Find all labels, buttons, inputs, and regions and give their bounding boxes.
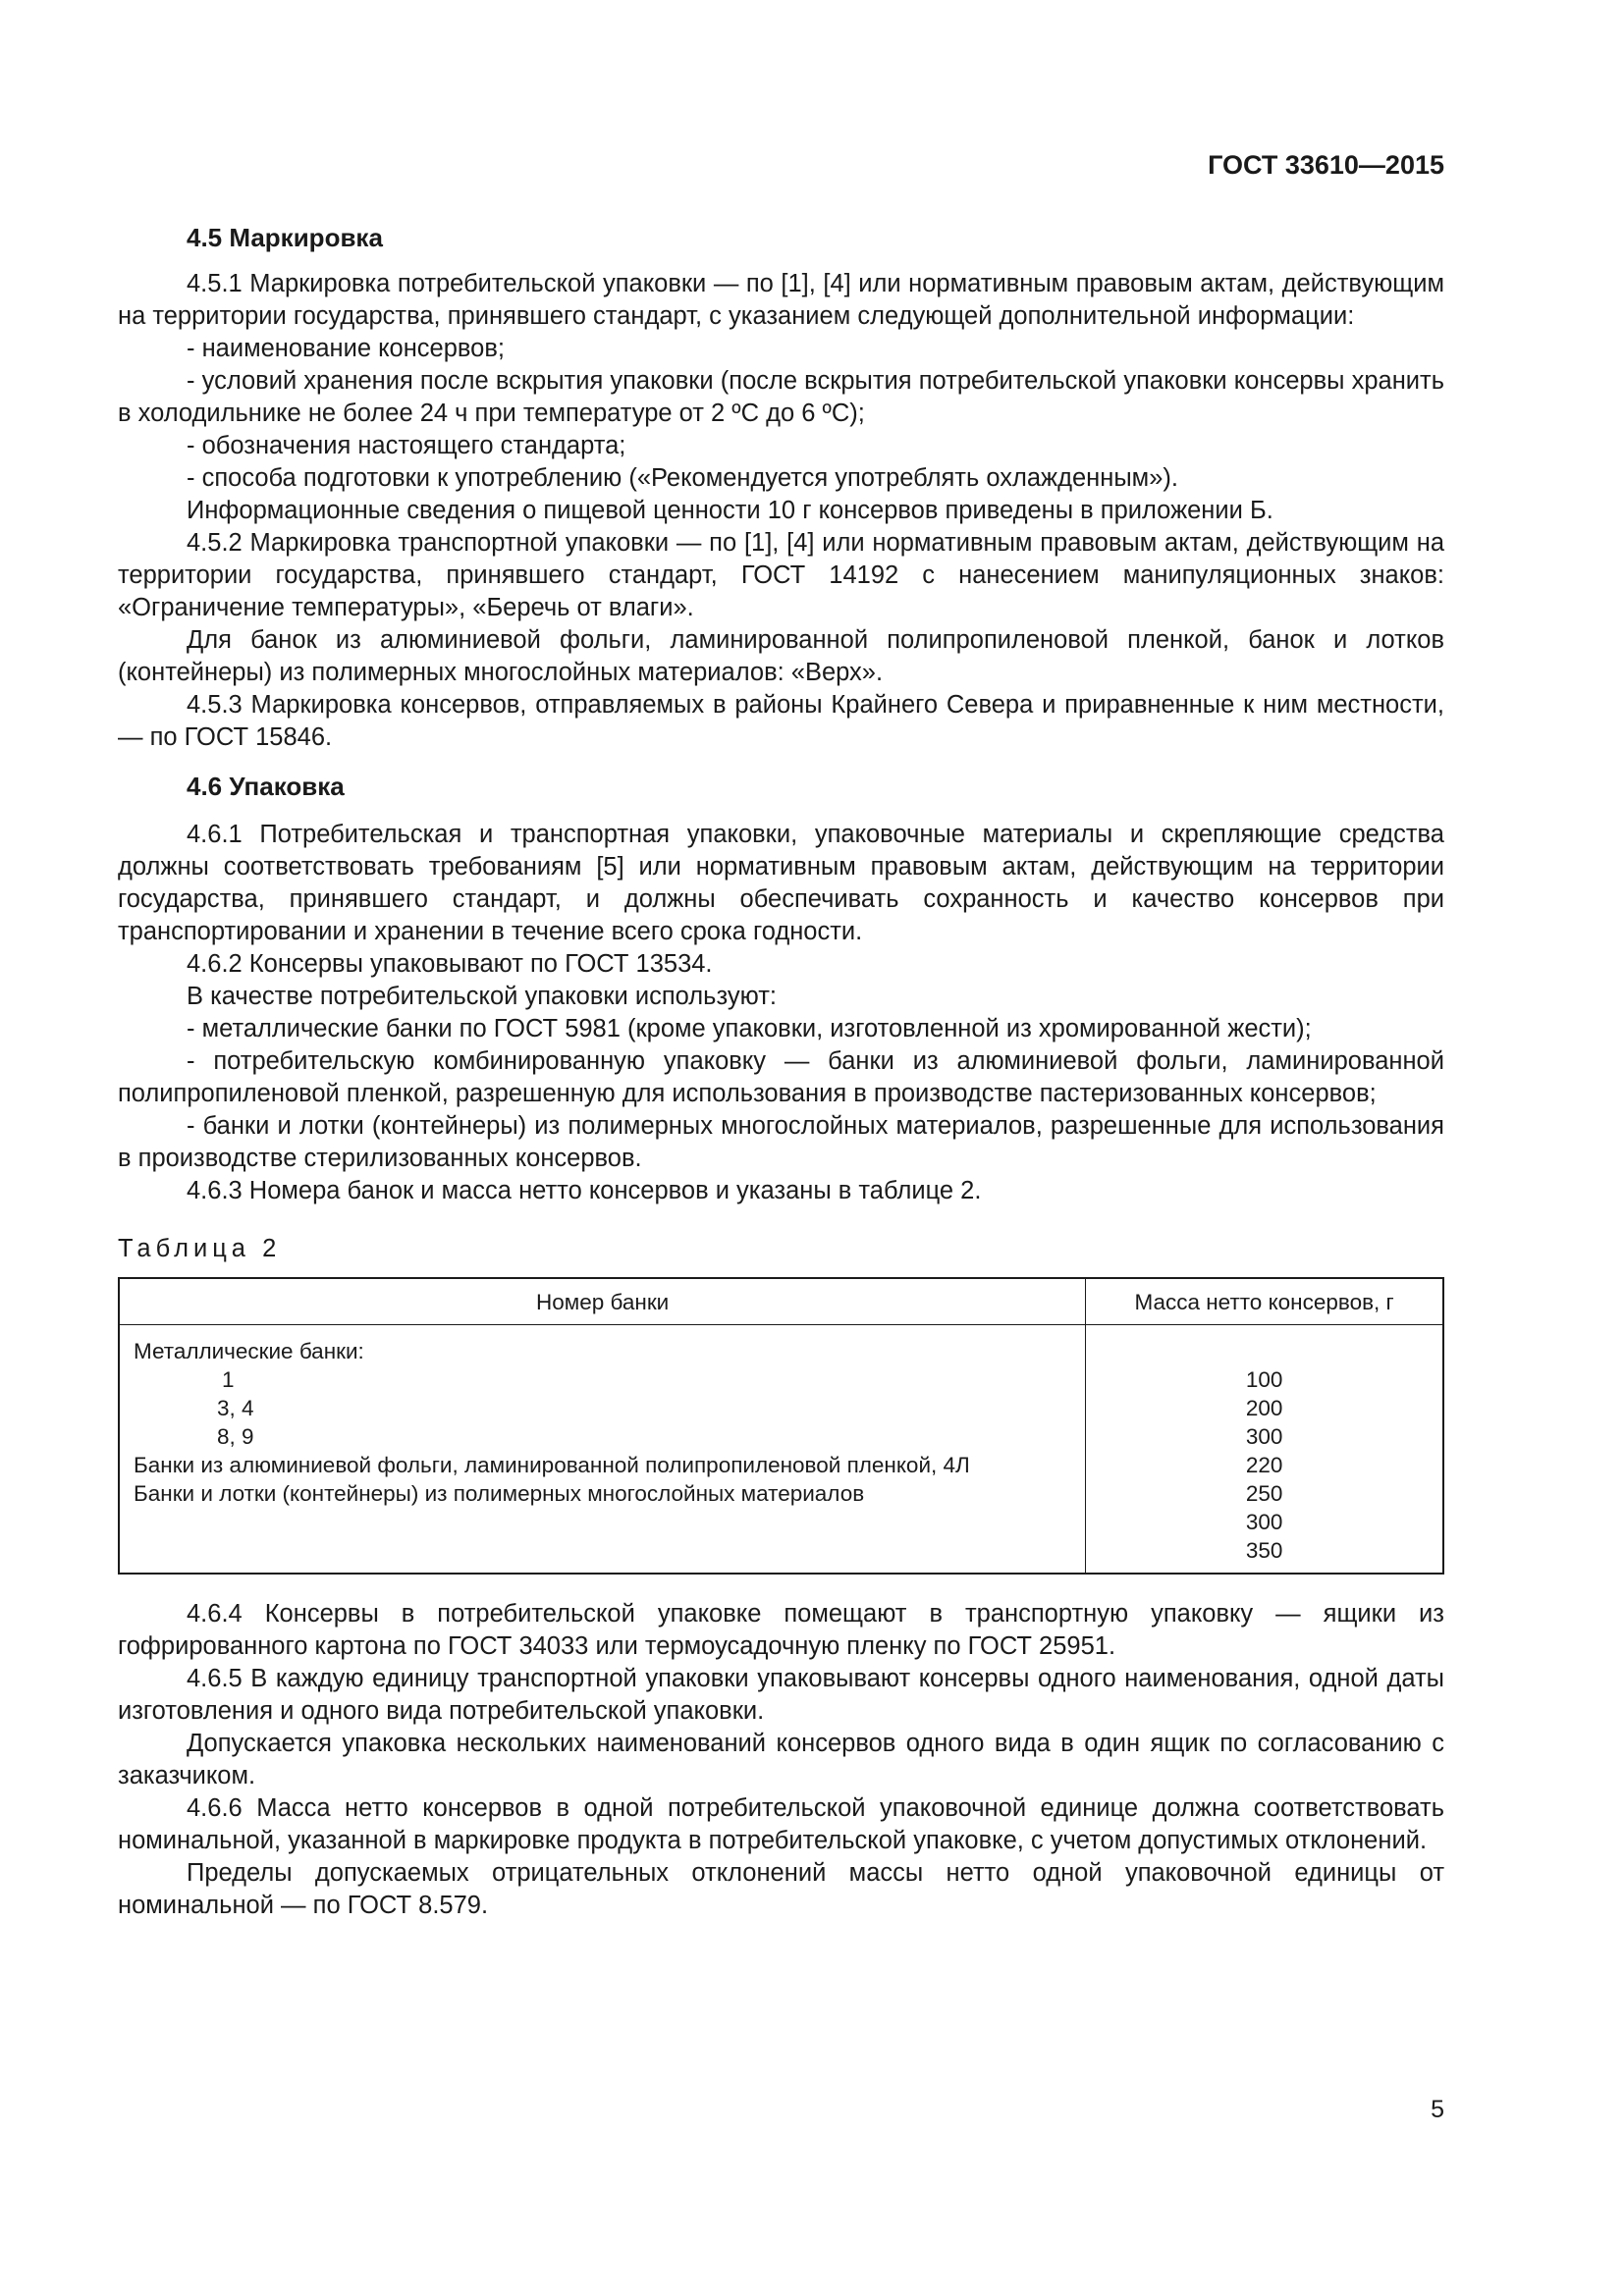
table-text: 1: [222, 1367, 235, 1392]
list-item: - обозначения настоящего стандарта;: [187, 432, 626, 459]
table-text: 3, 4: [217, 1396, 254, 1420]
paragraph: Пределы допускаемых отрицательных отклонений массы нетто одной упаковочной единицы от номинальной — по ГОСТ 8.579.: [118, 1859, 1444, 1919]
section-heading-4-6: 4.6 Упаковка: [187, 772, 345, 801]
page-content: [118, 221, 1444, 1922]
paragraph: Информационные сведения о пищевой ценности 10 г консервов приведены в приложении Б.: [187, 497, 1273, 524]
paragraph-4-5-3: 4.5.3 Маркировка консервов, отправляемых в районы Крайнего Севера и приравненные к ним местности, — по ГОСТ 15846.: [118, 691, 1444, 751]
paragraph-4-6-1: 4.6.1 Потребительская и транспортная упаковки, упаковочные материалы и скрепляющие средства должны соответствовать требованиям [5] или нормативным правовым актам, действующим на территории государства, принявшего стандарт, и должны обеспечивать сохранность и качество консервов при транспортировании и хранении в течение всего срока годности.: [118, 821, 1444, 945]
table-value: 350: [1245, 1538, 1283, 1563]
table-header-cell: Масса нетто консервов, г: [1086, 1278, 1443, 1325]
paragraph: В качестве потребительской упаковки используют:: [187, 983, 777, 1010]
table-text: Металлические банки:: [134, 1339, 364, 1363]
page-number: 5: [1431, 2096, 1444, 2123]
paragraph-4-6-4: 4.6.4 Консервы в потребительской упаковке помещают в транспортную упаковку — ящики из гофрированного картона по ГОСТ 34033 или термоусадочную пленку по ГОСТ 25951.: [118, 1600, 1444, 1660]
table-value: 300: [1245, 1510, 1283, 1534]
list-item: - способа подготовки к употреблению («Рекомендуется употреблять охлажденным»).: [187, 464, 1178, 492]
list-item: - потребительскую комбинированную упаковку — банки из алюминиевой фольги, ламинированной полипропиленовой пленкой, разрешенную для использования в производстве пастеризованных консервов;: [118, 1047, 1444, 1107]
paragraph-4-5-1: 4.5.1 Маркировка потребительской упаковки — по [1], [4] или нормативным правовым актам, действующим на территории государства, принявшего стандарт, с указанием следующей дополнительной информации:: [118, 270, 1444, 330]
paragraph-4-6-5: 4.6.5 В каждую единицу транспортной упаковки упаковывают консервы одного наименования, одной даты изготовления и одного вида потребительской упаковки.: [118, 1665, 1444, 1725]
table-2: [118, 1277, 1444, 1575]
table-text: 8, 9: [217, 1424, 254, 1449]
table-row: [119, 1325, 1443, 1575]
paragraph-4-6-6: 4.6.6 Масса нетто консервов в одной потребительской упаковочной единице должна соответствовать номинальной, указанной в маркировке продукта в потребительской упаковке, с учетом допустимых отклонений.: [118, 1794, 1444, 1854]
table-value: 200: [1245, 1396, 1283, 1420]
table-value: 300: [1245, 1424, 1283, 1449]
paragraph-4-6-3: 4.6.3 Номера банок и масса нетто консервов и указаны в таблице 2.: [187, 1177, 982, 1204]
table-cell-can-numbers: [119, 1325, 1086, 1575]
paragraph-4-6-2: 4.6.2 Консервы упаковывают по ГОСТ 13534.: [187, 950, 713, 978]
table-value: 220: [1245, 1453, 1283, 1477]
table-cell-net-mass: [1086, 1325, 1443, 1575]
table-value: 250: [1245, 1481, 1283, 1506]
table-value: 100: [1245, 1367, 1283, 1392]
table-header-cell: Номер банки: [119, 1278, 1086, 1325]
list-item: - банки и лотки (контейнеры) из полимерных многослойных материалов, разрешенные для использования в производстве стерилизованных консервов.: [118, 1112, 1444, 1172]
document-header: ГОСТ 33610—2015: [1208, 150, 1444, 180]
table-header-row: [119, 1278, 1443, 1325]
paragraph-4-5-2: 4.5.2 Маркировка транспортной упаковки — по [1], [4] или нормативным правовым актам, действующим на территории государства, принявшего стандарт, ГОСТ 14192 с нанесением манипуляционных знаков: «Ограничение температуры», «Беречь от влаги».: [118, 529, 1444, 621]
paragraph: Для банок из алюминиевой фольги, ламинированной полипропиленовой пленкой, банок и лотков (контейнеры) из полимерных многослойных материалов: «Верх».: [118, 626, 1444, 686]
list-item: - условий хранения после вскрытия упаковки (после вскрытия потребительской упаковки консервы хранить в холодильнике не более 24 ч при температуре от 2 ºС до 6 ºС);: [118, 367, 1444, 427]
list-item: - наименование консервов;: [187, 335, 505, 362]
table-caption: Таблица 2: [118, 1235, 282, 1262]
section-heading-4-5: 4.5 Маркировка: [187, 223, 383, 252]
table-text: Банки из алюминиевой фольги, ламинированной полипропиленовой пленкой, 4Л: [134, 1453, 970, 1477]
table-text: Банки и лотки (контейнеры) из полимерных многослойных материалов: [134, 1481, 865, 1506]
paragraph: Допускается упаковка нескольких наименований консервов одного вида в один ящик по согласованию с заказчиком.: [118, 1730, 1444, 1789]
list-item: - металлические банки по ГОСТ 5981 (кроме упаковки, изготовленной из хромированной жести);: [187, 1015, 1312, 1042]
